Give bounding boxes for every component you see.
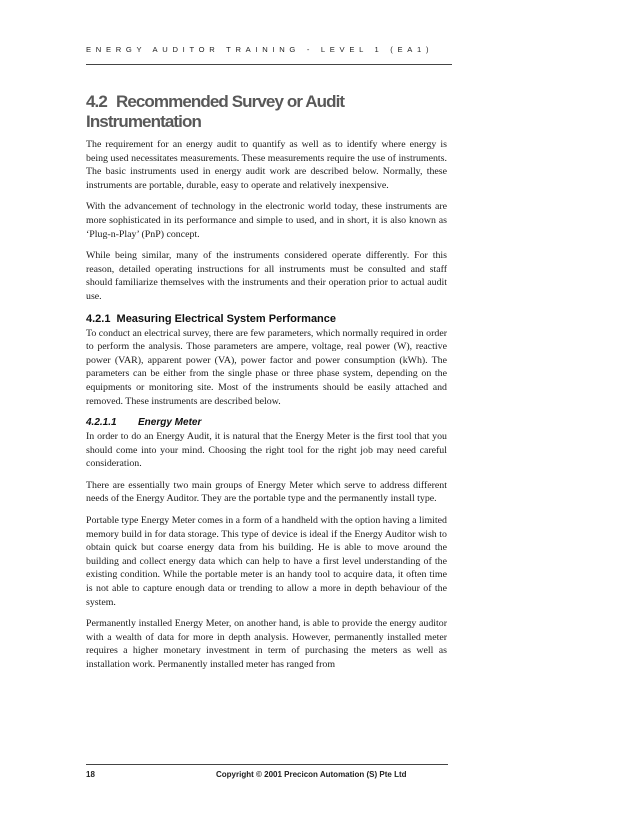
energy-meter-paragraph-2: There are essentially two main groups of Energy Meter which serve to address different needs of the Energy Auditor. They are the portable type and the permanently install type.	[86, 479, 447, 505]
page-number: 18	[86, 770, 95, 779]
subsubsection-title: Energy Meter	[138, 417, 202, 429]
section-paragraph-1: The requirement for an energy audit to quantify as well as to identify where energy is being used necessitates measurements. These measurements require the use of instruments. The basic instruments used in energy audit work are described below. Normally, these instruments are portable, durable, easy to operate and relatively inexpensive.	[86, 139, 447, 191]
subsection-title: Measuring Electrical System Performance	[116, 312, 337, 325]
section-title: Recommended Survey or Audit Instrumentation	[86, 92, 345, 131]
energy-meter-paragraph-4: Permanently installed Energy Meter, on another hand, is able to provide the energy auditor with a wealth of data for more in depth analysis. However, permanently installed meter requires a higher monetary investment in term of purchasing the meters as well as installation work. Permanently installed meter has ranged from	[86, 618, 447, 670]
section-heading	[86, 92, 447, 132]
running-header: ENERGY AUDITOR TRAINING - LEVEL 1 (EA1)	[86, 45, 434, 54]
copyright-notice: Copyright © 2001 Precicon Automation (S) Pte Ltd	[216, 770, 407, 779]
subsubsection-heading	[86, 416, 447, 429]
footer-divider	[86, 764, 448, 765]
section-paragraph-3: While being similar, many of the instruments considered operate differently. For this reason, detailed operating instructions for all instruments must be consulted and staff should familiarize themselves with the instruments and their operation prior to actual audit use.	[86, 250, 447, 302]
header-divider	[86, 64, 452, 65]
subsection-heading	[86, 312, 447, 326]
subsection-number: 4.2.1	[86, 312, 111, 325]
energy-meter-paragraph-3: Portable type Energy Meter comes in a form of a handheld with the option having a limited memory build in for data storage. This type of device is ideal if the Energy Auditor wish to obtain quick but coarse energy data from his building. He is able to move around the building and collect energy data which can help to have a first level understanding of the existing condition. While the portable meter is an handy tool to acquire data, it often time is not able to capture enough data or trending to allow a more in depth behaviour of the system.	[86, 515, 447, 608]
subsubsection-number: 4.2.1.1	[86, 417, 117, 429]
page-content	[86, 92, 447, 680]
section-number: 4.2	[86, 92, 107, 111]
section-paragraph-2: With the advancement of technology in the electronic world today, these instruments are more sophisticated in its performance and simple to used, and in short, it is also known as ‘Plug-n-Play’ (PnP) concept.	[86, 201, 447, 240]
subsection-paragraph: To conduct an electrical survey, there are few parameters, which normally required in order to perform the analysis. Those parameters are ampere, voltage, real power (W), reactive power (VAR), apparent power (VA), power factor and power consumption (kWh). The parameters can be either from the single phase or three phase system, depending on the equipments or monitoring site. Most of the instruments should be easily attached and removed. These instruments are described below.	[86, 327, 447, 407]
energy-meter-paragraph-1: In order to do an Energy Audit, it is natural that the Energy Meter is the first tool that you should come into your mind. Choosing the right tool for the right job may need careful consideration.	[86, 431, 447, 470]
